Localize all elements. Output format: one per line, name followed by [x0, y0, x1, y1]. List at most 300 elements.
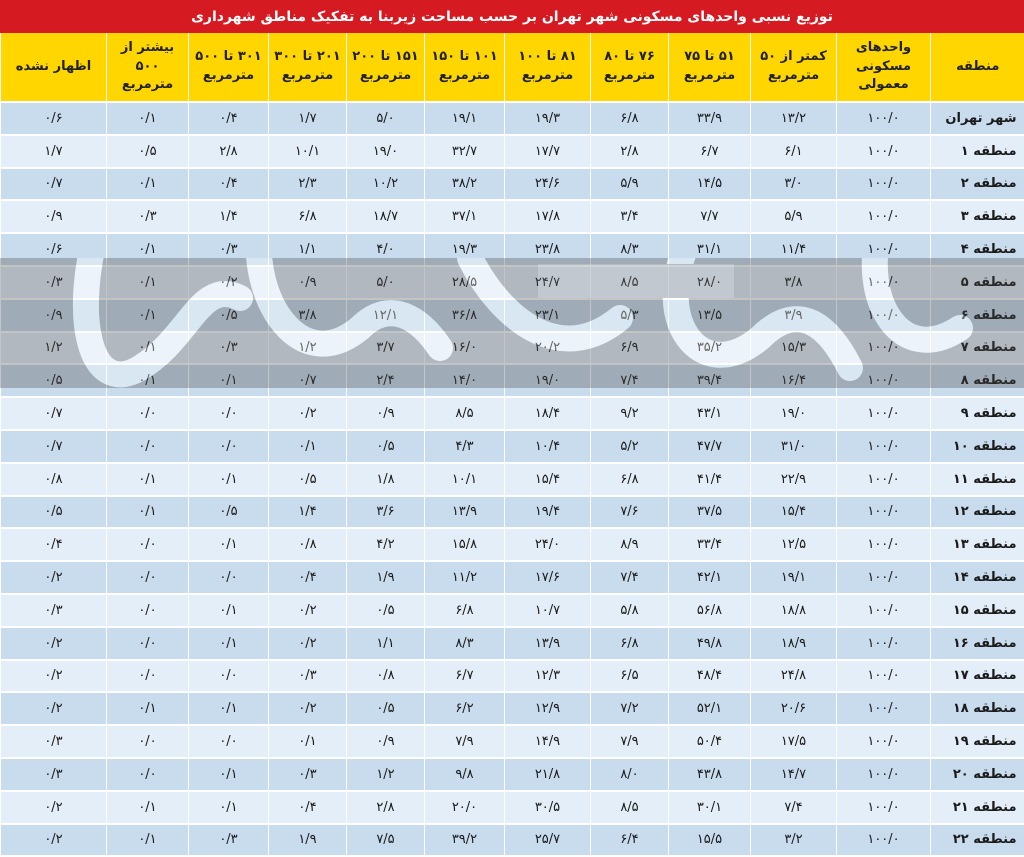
- value-cell: ۰/۴: [269, 561, 347, 594]
- value-cell: ۳/۸: [269, 299, 347, 332]
- value-cell: ۱۲/۱: [347, 299, 425, 332]
- value-cell: ۳۰/۱: [669, 791, 751, 824]
- value-cell: ۰/۰: [107, 528, 189, 561]
- value-cell: ۶/۸: [591, 102, 669, 135]
- value-cell: ۵/۹: [591, 168, 669, 201]
- value-cell: ۰/۵: [1, 364, 107, 397]
- value-cell: ۱۰/۲: [347, 168, 425, 201]
- value-cell: ۰/۱: [269, 725, 347, 758]
- value-cell: ۰/۵: [269, 463, 347, 496]
- value-cell: ۱۹/۴: [505, 496, 591, 529]
- value-cell: ۱/۷: [1, 135, 107, 168]
- value-cell: ۱۸/۴: [505, 397, 591, 430]
- table-row: [1, 332, 1024, 365]
- value-cell: ۰/۲: [1, 660, 107, 693]
- value-cell: ۱۷/۶: [505, 561, 591, 594]
- value-cell: ۰/۰: [107, 660, 189, 693]
- value-cell: ۱۰۰/۰: [837, 692, 931, 725]
- value-cell: ۲۳/۸: [505, 233, 591, 266]
- value-cell: ۶/۹: [591, 332, 669, 365]
- value-cell: ۱۰۰/۰: [837, 233, 931, 266]
- value-cell: ۳۶/۸: [425, 299, 505, 332]
- value-cell: ۰/۵: [347, 430, 425, 463]
- value-cell: ۱۰/۱: [269, 135, 347, 168]
- table-row: [1, 102, 1024, 135]
- value-cell: ۲۴/۶: [505, 168, 591, 201]
- value-cell: ۳/۹: [751, 299, 837, 332]
- value-cell: ۳۷/۱: [425, 200, 505, 233]
- value-cell: ۱۵/۳: [751, 332, 837, 365]
- value-cell: ۰/۲: [1, 692, 107, 725]
- value-cell: ۱۱/۴: [751, 233, 837, 266]
- column-header: واحدهای مسکونی معمولی: [837, 33, 931, 102]
- region-cell: منطقه ۱۴: [931, 561, 1024, 594]
- value-cell: ۰/۳: [107, 200, 189, 233]
- value-cell: ۰/۰: [189, 561, 269, 594]
- value-cell: ۰/۷: [1, 168, 107, 201]
- header-row: [1, 33, 1024, 102]
- region-cell: منطقه ۶: [931, 299, 1024, 332]
- value-cell: ۳/۲: [751, 824, 837, 857]
- value-cell: ۱۲/۵: [751, 528, 837, 561]
- value-cell: ۳۱/۱: [669, 233, 751, 266]
- value-cell: ۵۶/۸: [669, 594, 751, 627]
- value-cell: ۴۲/۱: [669, 561, 751, 594]
- value-cell: ۱/۲: [1, 332, 107, 365]
- value-cell: ۰/۴: [189, 102, 269, 135]
- value-cell: ۰/۱: [107, 299, 189, 332]
- column-header: ۳۰۱ تا ۵۰۰ مترمربع: [189, 33, 269, 102]
- table-row: [1, 135, 1024, 168]
- value-cell: ۱۳/۹: [425, 496, 505, 529]
- value-cell: ۰/۳: [1, 758, 107, 791]
- value-cell: ۳۳/۴: [669, 528, 751, 561]
- value-cell: ۱۰/۷: [505, 594, 591, 627]
- value-cell: ۳۷/۵: [669, 496, 751, 529]
- value-cell: ۱۳/۹: [505, 627, 591, 660]
- value-cell: ۱۵/۸: [425, 528, 505, 561]
- value-cell: ۱۰۰/۰: [837, 168, 931, 201]
- value-cell: ۲۰/۲: [505, 332, 591, 365]
- region-cell: منطقه ۱۵: [931, 594, 1024, 627]
- value-cell: ۰/۳: [269, 758, 347, 791]
- region-cell: منطقه ۲: [931, 168, 1024, 201]
- value-cell: ۱۵/۴: [751, 496, 837, 529]
- region-cell: منطقه ۱: [931, 135, 1024, 168]
- value-cell: ۱/۱: [347, 627, 425, 660]
- value-cell: ۰/۱: [107, 168, 189, 201]
- value-cell: ۰/۳: [1, 266, 107, 299]
- value-cell: ۷/۴: [591, 364, 669, 397]
- value-cell: ۰/۲: [269, 692, 347, 725]
- region-cell: منطقه ۱۹: [931, 725, 1024, 758]
- region-cell: منطقه ۹: [931, 397, 1024, 430]
- column-header: ۵۱ تا ۷۵ مترمربع: [669, 33, 751, 102]
- value-cell: ۱۰۰/۰: [837, 364, 931, 397]
- value-cell: ۰/۷: [1, 397, 107, 430]
- value-cell: ۰/۰: [189, 660, 269, 693]
- value-cell: ۱۰۰/۰: [837, 200, 931, 233]
- value-cell: ۱/۴: [269, 496, 347, 529]
- table-row: [1, 561, 1024, 594]
- value-cell: ۴۳/۱: [669, 397, 751, 430]
- value-cell: ۰/۹: [1, 299, 107, 332]
- value-cell: ۰/۵: [189, 299, 269, 332]
- region-cell: منطقه ۲۱: [931, 791, 1024, 824]
- value-cell: ۴۳/۸: [669, 758, 751, 791]
- value-cell: ۷/۶: [591, 496, 669, 529]
- value-cell: ۰/۱: [107, 364, 189, 397]
- value-cell: ۳۲/۷: [425, 135, 505, 168]
- value-cell: ۶/۸: [269, 200, 347, 233]
- value-cell: ۱۷/۷: [505, 135, 591, 168]
- value-cell: ۰/۱: [189, 627, 269, 660]
- region-cell: شهر تهران: [931, 102, 1024, 135]
- region-cell: منطقه ۳: [931, 200, 1024, 233]
- value-cell: ۰/۰: [107, 397, 189, 430]
- table-row: [1, 725, 1024, 758]
- value-cell: ۰/۰: [189, 397, 269, 430]
- table-row: [1, 758, 1024, 791]
- table-body: [1, 102, 1024, 856]
- value-cell: ۱۶/۴: [751, 364, 837, 397]
- value-cell: ۶/۷: [425, 660, 505, 693]
- value-cell: ۸/۵: [591, 791, 669, 824]
- value-cell: ۰/۵: [347, 594, 425, 627]
- value-cell: ۴/۰: [347, 233, 425, 266]
- value-cell: ۱۶/۰: [425, 332, 505, 365]
- region-cell: منطقه ۲۲: [931, 824, 1024, 857]
- value-cell: ۰/۱: [269, 430, 347, 463]
- value-cell: ۱۵/۵: [669, 824, 751, 857]
- value-cell: ۸/۵: [591, 266, 669, 299]
- value-cell: ۰/۰: [107, 561, 189, 594]
- value-cell: ۱۰۰/۰: [837, 299, 931, 332]
- value-cell: ۱۲/۳: [505, 660, 591, 693]
- value-cell: ۳۵/۲: [669, 332, 751, 365]
- value-cell: ۰/۳: [1, 594, 107, 627]
- value-cell: ۶/۲: [425, 692, 505, 725]
- value-cell: ۱/۲: [347, 758, 425, 791]
- value-cell: ۱۰۰/۰: [837, 430, 931, 463]
- value-cell: ۰/۱: [107, 692, 189, 725]
- value-cell: ۰/۱: [189, 791, 269, 824]
- value-cell: ۱۰۰/۰: [837, 528, 931, 561]
- value-cell: ۳۸/۲: [425, 168, 505, 201]
- value-cell: ۰/۹: [269, 266, 347, 299]
- value-cell: ۱۰۰/۰: [837, 758, 931, 791]
- column-header: منطقه: [931, 33, 1024, 102]
- value-cell: ۰/۷: [269, 364, 347, 397]
- value-cell: ۲/۴: [347, 364, 425, 397]
- table-row: [1, 168, 1024, 201]
- value-cell: ۷/۹: [591, 725, 669, 758]
- table-row: [1, 791, 1024, 824]
- table-row: [1, 496, 1024, 529]
- value-cell: ۲۴/۷: [505, 266, 591, 299]
- value-cell: ۰/۵: [1, 496, 107, 529]
- table-row: [1, 430, 1024, 463]
- region-cell: منطقه ۵: [931, 266, 1024, 299]
- value-cell: ۲۲/۹: [751, 463, 837, 496]
- value-cell: ۰/۲: [189, 266, 269, 299]
- value-cell: ۲۱/۸: [505, 758, 591, 791]
- value-cell: ۲۴/۸: [751, 660, 837, 693]
- table-row: [1, 299, 1024, 332]
- table-row: [1, 528, 1024, 561]
- value-cell: ۸/۵: [425, 397, 505, 430]
- value-cell: ۰/۴: [189, 168, 269, 201]
- value-cell: ۰/۸: [1, 463, 107, 496]
- value-cell: ۳۳/۹: [669, 102, 751, 135]
- value-cell: ۱۰۰/۰: [837, 266, 931, 299]
- value-cell: ۱۰۰/۰: [837, 594, 931, 627]
- value-cell: ۱۰۰/۰: [837, 561, 931, 594]
- column-header: ۸۱ تا ۱۰۰ مترمربع: [505, 33, 591, 102]
- value-cell: ۱/۹: [347, 561, 425, 594]
- value-cell: ۱۹/۰: [751, 397, 837, 430]
- value-cell: ۰/۱: [107, 463, 189, 496]
- value-cell: ۳/۸: [751, 266, 837, 299]
- value-cell: ۰/۳: [1, 725, 107, 758]
- value-cell: ۲/۳: [269, 168, 347, 201]
- value-cell: ۷/۵: [347, 824, 425, 857]
- column-header: ۷۶ تا ۸۰ مترمربع: [591, 33, 669, 102]
- value-cell: ۸/۰: [591, 758, 669, 791]
- value-cell: ۴/۲: [347, 528, 425, 561]
- value-cell: ۶/۵: [591, 660, 669, 693]
- value-cell: ۰/۶: [1, 233, 107, 266]
- value-cell: ۰/۹: [347, 725, 425, 758]
- value-cell: ۹/۸: [425, 758, 505, 791]
- value-cell: ۴۹/۸: [669, 627, 751, 660]
- table-row: [1, 824, 1024, 857]
- table-row: [1, 463, 1024, 496]
- value-cell: ۱۰۰/۰: [837, 627, 931, 660]
- value-cell: ۳/۶: [347, 496, 425, 529]
- value-cell: ۷/۴: [591, 561, 669, 594]
- column-header: بیشتر از ۵۰۰ مترمربع: [107, 33, 189, 102]
- value-cell: ۰/۰: [189, 725, 269, 758]
- value-cell: ۱۴/۵: [669, 168, 751, 201]
- region-cell: منطقه ۱۳: [931, 528, 1024, 561]
- table-title: توزیع نسبی واحدهای مسکونی شهر تهران بر حسب مساحت زیربنا به تفکیک مناطق شهرداری: [0, 0, 1024, 33]
- table-row: [1, 200, 1024, 233]
- value-cell: ۰/۳: [269, 660, 347, 693]
- table-row: [1, 266, 1024, 299]
- region-cell: منطقه ۱۱: [931, 463, 1024, 496]
- table-row: [1, 233, 1024, 266]
- value-cell: ۰/۳: [189, 824, 269, 857]
- value-cell: ۶/۷: [669, 135, 751, 168]
- value-cell: ۱۸/۸: [751, 594, 837, 627]
- region-cell: منطقه ۷: [931, 332, 1024, 365]
- region-cell: منطقه ۱۸: [931, 692, 1024, 725]
- value-cell: ۱۰۰/۰: [837, 463, 931, 496]
- value-cell: ۱۰۰/۰: [837, 332, 931, 365]
- region-cell: منطقه ۱۲: [931, 496, 1024, 529]
- value-cell: ۰/۲: [269, 594, 347, 627]
- value-cell: ۲۸/۰: [669, 266, 751, 299]
- value-cell: ۱۳/۲: [751, 102, 837, 135]
- value-cell: ۱۰۰/۰: [837, 135, 931, 168]
- value-cell: ۱۰/۱: [425, 463, 505, 496]
- value-cell: ۱۵/۴: [505, 463, 591, 496]
- value-cell: ۰/۵: [107, 135, 189, 168]
- value-cell: ۵/۰: [347, 102, 425, 135]
- value-cell: ۰/۲: [1, 824, 107, 857]
- value-cell: ۱۰۰/۰: [837, 496, 931, 529]
- value-cell: ۷/۴: [751, 791, 837, 824]
- value-cell: ۳۰/۵: [505, 791, 591, 824]
- table-row: [1, 397, 1024, 430]
- region-cell: منطقه ۴: [931, 233, 1024, 266]
- table-row: [1, 692, 1024, 725]
- value-cell: ۱۰۰/۰: [837, 824, 931, 857]
- value-cell: ۱۰۰/۰: [837, 725, 931, 758]
- value-cell: ۱۷/۸: [505, 200, 591, 233]
- value-cell: ۳/۴: [591, 200, 669, 233]
- value-cell: ۳/۰: [751, 168, 837, 201]
- value-cell: ۰/۰: [189, 430, 269, 463]
- value-cell: ۰/۲: [269, 397, 347, 430]
- region-cell: منطقه ۸: [931, 364, 1024, 397]
- value-cell: ۰/۸: [269, 528, 347, 561]
- value-cell: ۸/۳: [425, 627, 505, 660]
- value-cell: ۱/۱: [269, 233, 347, 266]
- value-cell: ۰/۱: [107, 233, 189, 266]
- value-cell: ۵/۰: [347, 266, 425, 299]
- value-cell: ۵/۸: [591, 594, 669, 627]
- value-cell: ۰/۱: [189, 364, 269, 397]
- table-row: [1, 364, 1024, 397]
- value-cell: ۸/۹: [591, 528, 669, 561]
- value-cell: ۲/۸: [347, 791, 425, 824]
- value-cell: ۸/۳: [591, 233, 669, 266]
- value-cell: ۶/۸: [591, 463, 669, 496]
- value-cell: ۵۰/۴: [669, 725, 751, 758]
- value-cell: ۱۰۰/۰: [837, 397, 931, 430]
- region-cell: منطقه ۱۰: [931, 430, 1024, 463]
- value-cell: ۷/۲: [591, 692, 669, 725]
- value-cell: ۰/۸: [347, 660, 425, 693]
- value-cell: ۱/۸: [347, 463, 425, 496]
- value-cell: ۳۱/۰: [751, 430, 837, 463]
- value-cell: ۰/۱: [189, 758, 269, 791]
- value-cell: ۱۴/۷: [751, 758, 837, 791]
- table-row: [1, 627, 1024, 660]
- value-cell: ۱۹/۳: [505, 102, 591, 135]
- value-cell: ۱۹/۰: [347, 135, 425, 168]
- column-header: ۱۵۱ تا ۲۰۰ مترمربع: [347, 33, 425, 102]
- value-cell: ۰/۲: [269, 627, 347, 660]
- value-cell: ۱۴/۹: [505, 725, 591, 758]
- value-cell: ۵/۹: [751, 200, 837, 233]
- value-cell: ۰/۱: [189, 463, 269, 496]
- value-cell: ۱۰/۴: [505, 430, 591, 463]
- value-cell: ۱۹/۱: [751, 561, 837, 594]
- value-cell: ۰/۱: [189, 692, 269, 725]
- value-cell: ۰/۹: [1, 200, 107, 233]
- value-cell: ۰/۰: [107, 627, 189, 660]
- value-cell: ۲۳/۱: [505, 299, 591, 332]
- value-cell: ۰/۴: [1, 528, 107, 561]
- value-cell: ۱/۹: [269, 824, 347, 857]
- value-cell: ۰/۷: [1, 430, 107, 463]
- region-cell: منطقه ۱۷: [931, 660, 1024, 693]
- region-cell: منطقه ۲۰: [931, 758, 1024, 791]
- value-cell: ۳۹/۴: [669, 364, 751, 397]
- column-header: ۲۰۱ تا ۳۰۰ مترمربع: [269, 33, 347, 102]
- value-cell: ۰/۱: [107, 496, 189, 529]
- value-cell: ۱۰۰/۰: [837, 102, 931, 135]
- value-cell: ۰/۲: [1, 561, 107, 594]
- value-cell: ۰/۱: [189, 528, 269, 561]
- value-cell: ۶/۸: [425, 594, 505, 627]
- value-cell: ۰/۲: [1, 627, 107, 660]
- value-cell: ۴۷/۷: [669, 430, 751, 463]
- value-cell: ۰/۰: [107, 725, 189, 758]
- value-cell: ۷/۷: [669, 200, 751, 233]
- value-cell: ۹/۲: [591, 397, 669, 430]
- value-cell: ۱۳/۵: [669, 299, 751, 332]
- value-cell: ۰/۵: [347, 692, 425, 725]
- value-cell: ۰/۶: [1, 102, 107, 135]
- value-cell: ۷/۹: [425, 725, 505, 758]
- table-row: [1, 594, 1024, 627]
- value-cell: ۰/۱: [107, 824, 189, 857]
- value-cell: ۱/۲: [269, 332, 347, 365]
- value-cell: ۱۹/۰: [505, 364, 591, 397]
- value-cell: ۰/۵: [189, 496, 269, 529]
- value-cell: ۱۹/۱: [425, 102, 505, 135]
- value-cell: ۶/۱: [751, 135, 837, 168]
- value-cell: ۱۴/۰: [425, 364, 505, 397]
- value-cell: ۴۱/۴: [669, 463, 751, 496]
- value-cell: ۱۰۰/۰: [837, 660, 931, 693]
- value-cell: ۶/۴: [591, 824, 669, 857]
- value-cell: ۰/۰: [107, 594, 189, 627]
- value-cell: ۱۷/۵: [751, 725, 837, 758]
- value-cell: ۰/۰: [107, 430, 189, 463]
- value-cell: ۲۰/۰: [425, 791, 505, 824]
- value-cell: ۲/۸: [189, 135, 269, 168]
- column-header: اظهار نشده: [1, 33, 107, 102]
- value-cell: ۰/۱: [107, 102, 189, 135]
- value-cell: ۳۹/۲: [425, 824, 505, 857]
- value-cell: ۰/۹: [347, 397, 425, 430]
- value-cell: ۴۸/۴: [669, 660, 751, 693]
- value-cell: ۰/۱: [107, 266, 189, 299]
- value-cell: ۱۱/۲: [425, 561, 505, 594]
- value-cell: ۵۲/۱: [669, 692, 751, 725]
- value-cell: ۱۰۰/۰: [837, 791, 931, 824]
- value-cell: ۱۹/۳: [425, 233, 505, 266]
- value-cell: ۰/۴: [269, 791, 347, 824]
- value-cell: ۵/۳: [591, 299, 669, 332]
- value-cell: ۱/۷: [269, 102, 347, 135]
- column-header: ۱۰۱ تا ۱۵۰ مترمربع: [425, 33, 505, 102]
- value-cell: ۴/۳: [425, 430, 505, 463]
- value-cell: ۱/۴: [189, 200, 269, 233]
- value-cell: ۲/۸: [591, 135, 669, 168]
- value-cell: ۰/۳: [189, 233, 269, 266]
- value-cell: ۵/۲: [591, 430, 669, 463]
- value-cell: ۲۴/۰: [505, 528, 591, 561]
- value-cell: ۰/۲: [1, 791, 107, 824]
- housing-distribution-table: [0, 33, 1024, 857]
- value-cell: ۲۵/۷: [505, 824, 591, 857]
